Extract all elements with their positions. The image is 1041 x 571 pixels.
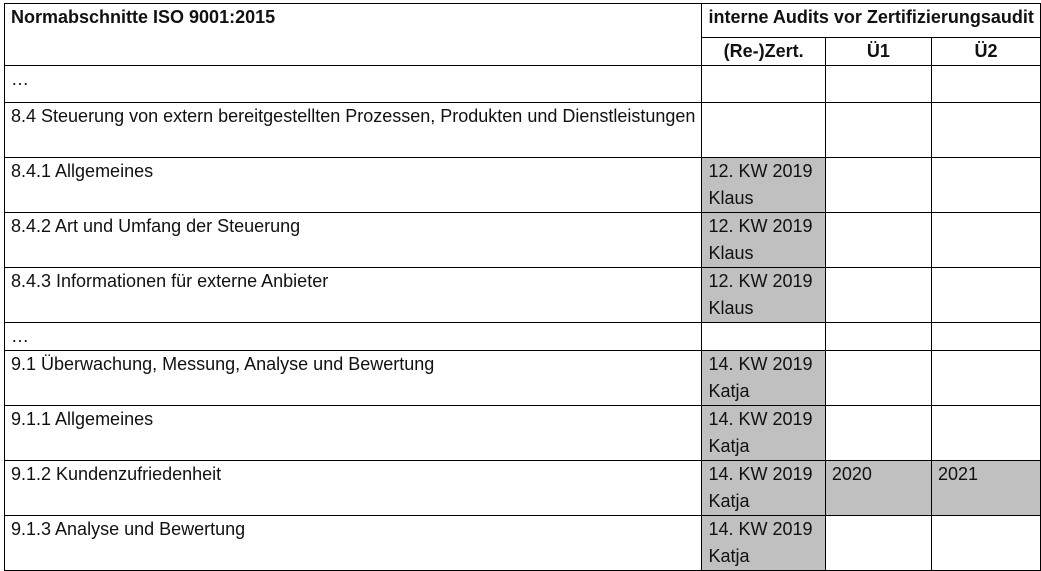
audit-cell-u1 bbox=[825, 351, 931, 406]
section-cell: 9.1.3 Analyse und Bewertung bbox=[5, 516, 702, 571]
table-row bbox=[5, 516, 1041, 571]
audit-cell-u2 bbox=[931, 323, 1040, 351]
audit-cell-text: 2021 bbox=[937, 464, 979, 484]
audit-plan-table bbox=[4, 3, 1041, 571]
audit-cell-text: 12. KW 2019 bbox=[708, 161, 813, 181]
column-header-rezert: (Re-)Zert. bbox=[702, 38, 825, 66]
audit-cell-u1 bbox=[825, 406, 931, 461]
section-cell: 8.4 Steuerung von extern bereitgestellten Prozessen, Produkten und Dienstleistungen bbox=[5, 103, 702, 158]
audit-group-header: interne Audits vor Zertifizierungsaudit bbox=[702, 4, 1041, 38]
audit-cell-rezert bbox=[702, 406, 825, 461]
section-cell: … bbox=[5, 323, 702, 351]
audit-cell-u2 bbox=[931, 406, 1040, 461]
audit-cell-text: Katja bbox=[708, 436, 750, 456]
audit-cell-text: 14. KW 2019 bbox=[708, 519, 813, 539]
table-row bbox=[5, 351, 1041, 406]
audit-cell-text: 14. KW 2019 bbox=[708, 354, 813, 374]
audit-cell-text: Katja bbox=[708, 546, 750, 566]
audit-cell-u2 bbox=[931, 461, 1040, 516]
audit-cell-rezert bbox=[702, 516, 825, 571]
section-cell: 9.1.2 Kundenzufriedenheit bbox=[5, 461, 702, 516]
audit-cell-u2 bbox=[931, 268, 1040, 323]
column-header-u2: Ü2 bbox=[931, 38, 1040, 66]
table-row bbox=[5, 461, 1041, 516]
table-row bbox=[5, 103, 1041, 158]
audit-cell-u2 bbox=[931, 66, 1040, 103]
audit-cell-rezert bbox=[702, 268, 825, 323]
audit-cell-u1 bbox=[825, 213, 931, 268]
audit-cell-u1 bbox=[825, 323, 931, 351]
audit-cell-rezert bbox=[702, 461, 825, 516]
table-row bbox=[5, 66, 1041, 103]
audit-cell-u1 bbox=[825, 158, 931, 213]
audit-cell-text: Katja bbox=[708, 491, 750, 511]
section-cell: 8.4.2 Art und Umfang der Steuerung bbox=[5, 213, 702, 268]
audit-cell-text: Klaus bbox=[708, 243, 754, 263]
audit-cell-u2 bbox=[931, 213, 1040, 268]
audit-cell-u1 bbox=[825, 461, 931, 516]
audit-cell-text: Katja bbox=[708, 381, 750, 401]
audit-cell-u2 bbox=[931, 103, 1040, 158]
audit-cell-text: 2020 bbox=[831, 464, 872, 484]
column-header-u1: Ü1 bbox=[825, 38, 931, 66]
section-column-header: Normabschnitte ISO 9001:2015 bbox=[5, 4, 702, 66]
audit-cell-rezert bbox=[702, 103, 825, 158]
audit-cell-rezert bbox=[702, 158, 825, 213]
header-row bbox=[5, 4, 1041, 38]
audit-cell-text: 14. KW 2019 bbox=[708, 409, 813, 429]
audit-cell-text: Klaus bbox=[708, 298, 754, 318]
table-row bbox=[5, 323, 1041, 351]
audit-cell-rezert bbox=[702, 323, 825, 351]
audit-cell-text: 14. KW 2019 bbox=[708, 464, 813, 484]
audit-cell-text: 12. KW 2019 bbox=[708, 271, 813, 291]
audit-cell-u1 bbox=[825, 268, 931, 323]
table-row bbox=[5, 158, 1041, 213]
audit-cell-u2 bbox=[931, 351, 1040, 406]
audit-cell-rezert bbox=[702, 213, 825, 268]
audit-cell-rezert bbox=[702, 351, 825, 406]
section-cell: 8.4.3 Informationen für externe Anbieter bbox=[5, 268, 702, 323]
table-row bbox=[5, 213, 1041, 268]
audit-cell-text: Klaus bbox=[708, 188, 754, 208]
section-cell: … bbox=[5, 66, 702, 103]
table-row bbox=[5, 406, 1041, 461]
section-cell: 9.1 Überwachung, Messung, Analyse und Bewertung bbox=[5, 351, 702, 406]
audit-cell-text: 12. KW 2019 bbox=[708, 216, 813, 236]
audit-cell-u1 bbox=[825, 103, 931, 158]
audit-cell-u1 bbox=[825, 66, 931, 103]
audit-cell-u2 bbox=[931, 158, 1040, 213]
section-cell: 9.1.1 Allgemeines bbox=[5, 406, 702, 461]
audit-cell-u2 bbox=[931, 516, 1040, 571]
audit-cell-rezert bbox=[702, 66, 825, 103]
audit-cell-u1 bbox=[825, 516, 931, 571]
section-cell: 8.4.1 Allgemeines bbox=[5, 158, 702, 213]
table-row bbox=[5, 268, 1041, 323]
